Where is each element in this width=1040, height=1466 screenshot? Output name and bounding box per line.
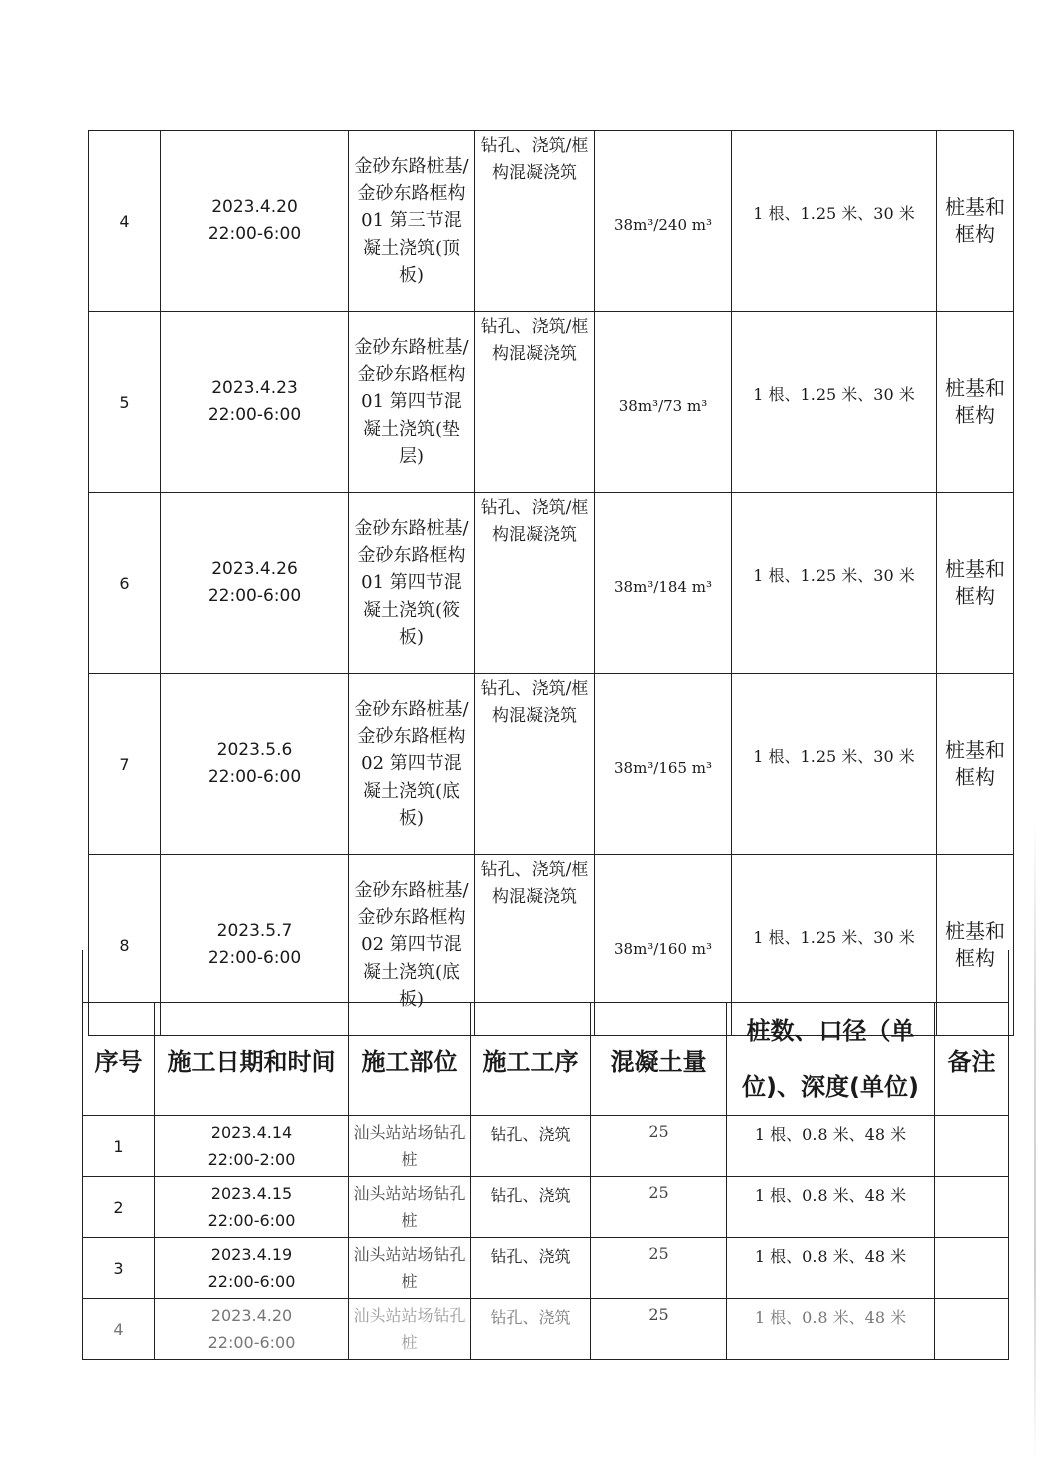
- header-piles: 桩数、口径（单位)、深度(单位): [727, 1003, 935, 1116]
- location-cell: 汕头站站场钻孔桩: [349, 1177, 471, 1238]
- piles-cell: 1 根、1.25 米、30 米: [732, 312, 937, 493]
- piles-cell: 1 根、0.8 米、48 米: [727, 1116, 935, 1177]
- page-edge-shadow: [1034, 820, 1036, 1460]
- location-cell: 金砂东路桩基/金砂东路框构 01 第四节混凝土浇筑(垫层): [349, 312, 475, 493]
- piles-cell: 1 根、1.25 米、30 米: [732, 855, 937, 1036]
- table-header-row: [83, 1003, 1009, 1116]
- process-cell: 钻孔、浇筑/框构混凝浇筑: [475, 674, 595, 855]
- seq-cell: 7: [89, 674, 161, 855]
- location-cell: 金砂东路桩基/金砂东路框构 01 第三节混凝土浇筑(顶板): [349, 131, 475, 312]
- seq-cell: 3: [83, 1238, 155, 1299]
- datetime-cell: [155, 1238, 349, 1299]
- table-row: [83, 1238, 1009, 1299]
- datetime-cell-line: 2023.4.23: [211, 378, 298, 398]
- note-cell: 桩基和框构: [937, 493, 1014, 674]
- process-cell: 钻孔、浇筑: [471, 1299, 591, 1360]
- note-cell: [935, 1299, 1009, 1360]
- note-cell: 桩基和框构: [937, 131, 1014, 312]
- datetime-cell-line: 2023.5.7: [216, 921, 293, 941]
- location-cell: 汕头站站场钻孔桩: [349, 1299, 471, 1360]
- location-cell: 汕头站站场钻孔桩: [349, 1116, 471, 1177]
- seq-cell: 6: [89, 493, 161, 674]
- process-cell: 钻孔、浇筑/框构混凝浇筑: [475, 312, 595, 493]
- note-cell: 桩基和框构: [937, 855, 1014, 1036]
- piles-cell: 1 根、1.25 米、30 米: [732, 131, 937, 312]
- seq-cell: 5: [89, 312, 161, 493]
- header-note: 备注: [935, 1003, 1009, 1116]
- datetime-cell: [161, 493, 349, 674]
- construction-table-continued: [88, 130, 1014, 1036]
- note-cell: 桩基和框构: [937, 312, 1014, 493]
- table-spacer-row: [83, 950, 1009, 1003]
- volume-cell: 25: [591, 1238, 727, 1299]
- process-cell: 钻孔、浇筑: [471, 1238, 591, 1299]
- datetime-cell-line: 2023.4.26: [211, 559, 298, 579]
- volume-cell: 25: [591, 1116, 727, 1177]
- datetime-cell: [161, 131, 349, 312]
- table-row: [83, 1299, 1009, 1360]
- header-volume: 混凝土量: [591, 1003, 727, 1116]
- process-cell: 钻孔、浇筑/框构混凝浇筑: [475, 855, 595, 1036]
- datetime-cell-line: 22:00-6:00: [207, 1272, 296, 1291]
- header-datetime: 施工日期和时间: [155, 1003, 349, 1116]
- volume-cell: 25: [591, 1299, 727, 1360]
- table-row: [89, 131, 1014, 312]
- datetime-cell-line: 22:00-6:00: [207, 1211, 296, 1230]
- datetime-cell-line: 22:00-6:00: [207, 405, 302, 425]
- piles-cell: 1 根、1.25 米、30 米: [732, 674, 937, 855]
- table-row: [83, 1177, 1009, 1238]
- process-cell: 钻孔、浇筑: [471, 1177, 591, 1238]
- datetime-cell: [155, 1116, 349, 1177]
- note-cell: [935, 1177, 1009, 1238]
- header-process: 施工工序: [471, 1003, 591, 1116]
- datetime-cell-line: 22:00-6:00: [207, 1333, 296, 1352]
- volume-cell: 38m³/73 m³: [595, 312, 732, 493]
- seq-cell: 1: [83, 1116, 155, 1177]
- volume-cell: 38m³/160 m³: [595, 855, 732, 1036]
- datetime-cell-line: 22:00-6:00: [207, 586, 302, 606]
- location-cell: 汕头站站场钻孔桩: [349, 1238, 471, 1299]
- datetime-cell-line: 2023.4.20: [211, 197, 298, 217]
- header-seq: 序号: [83, 1003, 155, 1116]
- piles-cell: 1 根、1.25 米、30 米: [732, 493, 937, 674]
- header-location: 施工部位: [349, 1003, 471, 1116]
- location-cell: 金砂东路桩基/金砂东路框构 02 第四节混凝土浇筑(底板): [349, 855, 475, 1036]
- location-cell: 金砂东路桩基/金砂东路框构 02 第四节混凝土浇筑(底板): [349, 674, 475, 855]
- piles-cell: 1 根、0.8 米、48 米: [727, 1177, 935, 1238]
- seq-cell: 4: [83, 1299, 155, 1360]
- note-cell: [935, 1116, 1009, 1177]
- process-cell: 钻孔、浇筑/框构混凝浇筑: [475, 493, 595, 674]
- volume-cell: 25: [591, 1177, 727, 1238]
- table-row: [89, 674, 1014, 855]
- seq-cell: 4: [89, 131, 161, 312]
- volume-cell: 38m³/184 m³: [595, 493, 732, 674]
- piles-cell: 1 根、0.8 米、48 米: [727, 1238, 935, 1299]
- datetime-cell-line: 22:00-6:00: [207, 948, 302, 968]
- datetime-cell-line: 2023.4.14: [210, 1123, 293, 1142]
- datetime-cell-line: 2023.5.6: [216, 740, 293, 760]
- process-cell: 钻孔、浇筑/框构混凝浇筑: [475, 131, 595, 312]
- table-row: [89, 312, 1014, 493]
- datetime-cell-line: 22:00-6:00: [207, 224, 302, 244]
- process-cell: 钻孔、浇筑: [471, 1116, 591, 1177]
- volume-cell: 38m³/165 m³: [595, 674, 732, 855]
- note-cell: [935, 1238, 1009, 1299]
- datetime-cell-line: 22:00-2:00: [207, 1150, 296, 1169]
- datetime-cell-line: 22:00-6:00: [207, 767, 302, 787]
- datetime-cell: [161, 674, 349, 855]
- location-cell: 金砂东路桩基/金砂东路框构 01 第四节混凝土浇筑(筱板): [349, 493, 475, 674]
- datetime-cell: [155, 1177, 349, 1238]
- table-row: [89, 493, 1014, 674]
- seq-cell: 2: [83, 1177, 155, 1238]
- table-row: [83, 1116, 1009, 1177]
- datetime-cell: [155, 1299, 349, 1360]
- datetime-cell-line: 2023.4.19: [210, 1245, 293, 1264]
- datetime-cell: [161, 312, 349, 493]
- construction-table-second: [82, 950, 1009, 1360]
- datetime-cell-line: 2023.4.20: [210, 1306, 293, 1325]
- seq-cell: 8: [89, 855, 161, 1036]
- datetime-cell-line: 2023.4.15: [210, 1184, 293, 1203]
- spacer-cell: [83, 950, 1009, 1003]
- note-cell: 桩基和框构: [937, 674, 1014, 855]
- piles-cell: 1 根、0.8 米、48 米: [727, 1299, 935, 1360]
- volume-cell: 38m³/240 m³: [595, 131, 732, 312]
